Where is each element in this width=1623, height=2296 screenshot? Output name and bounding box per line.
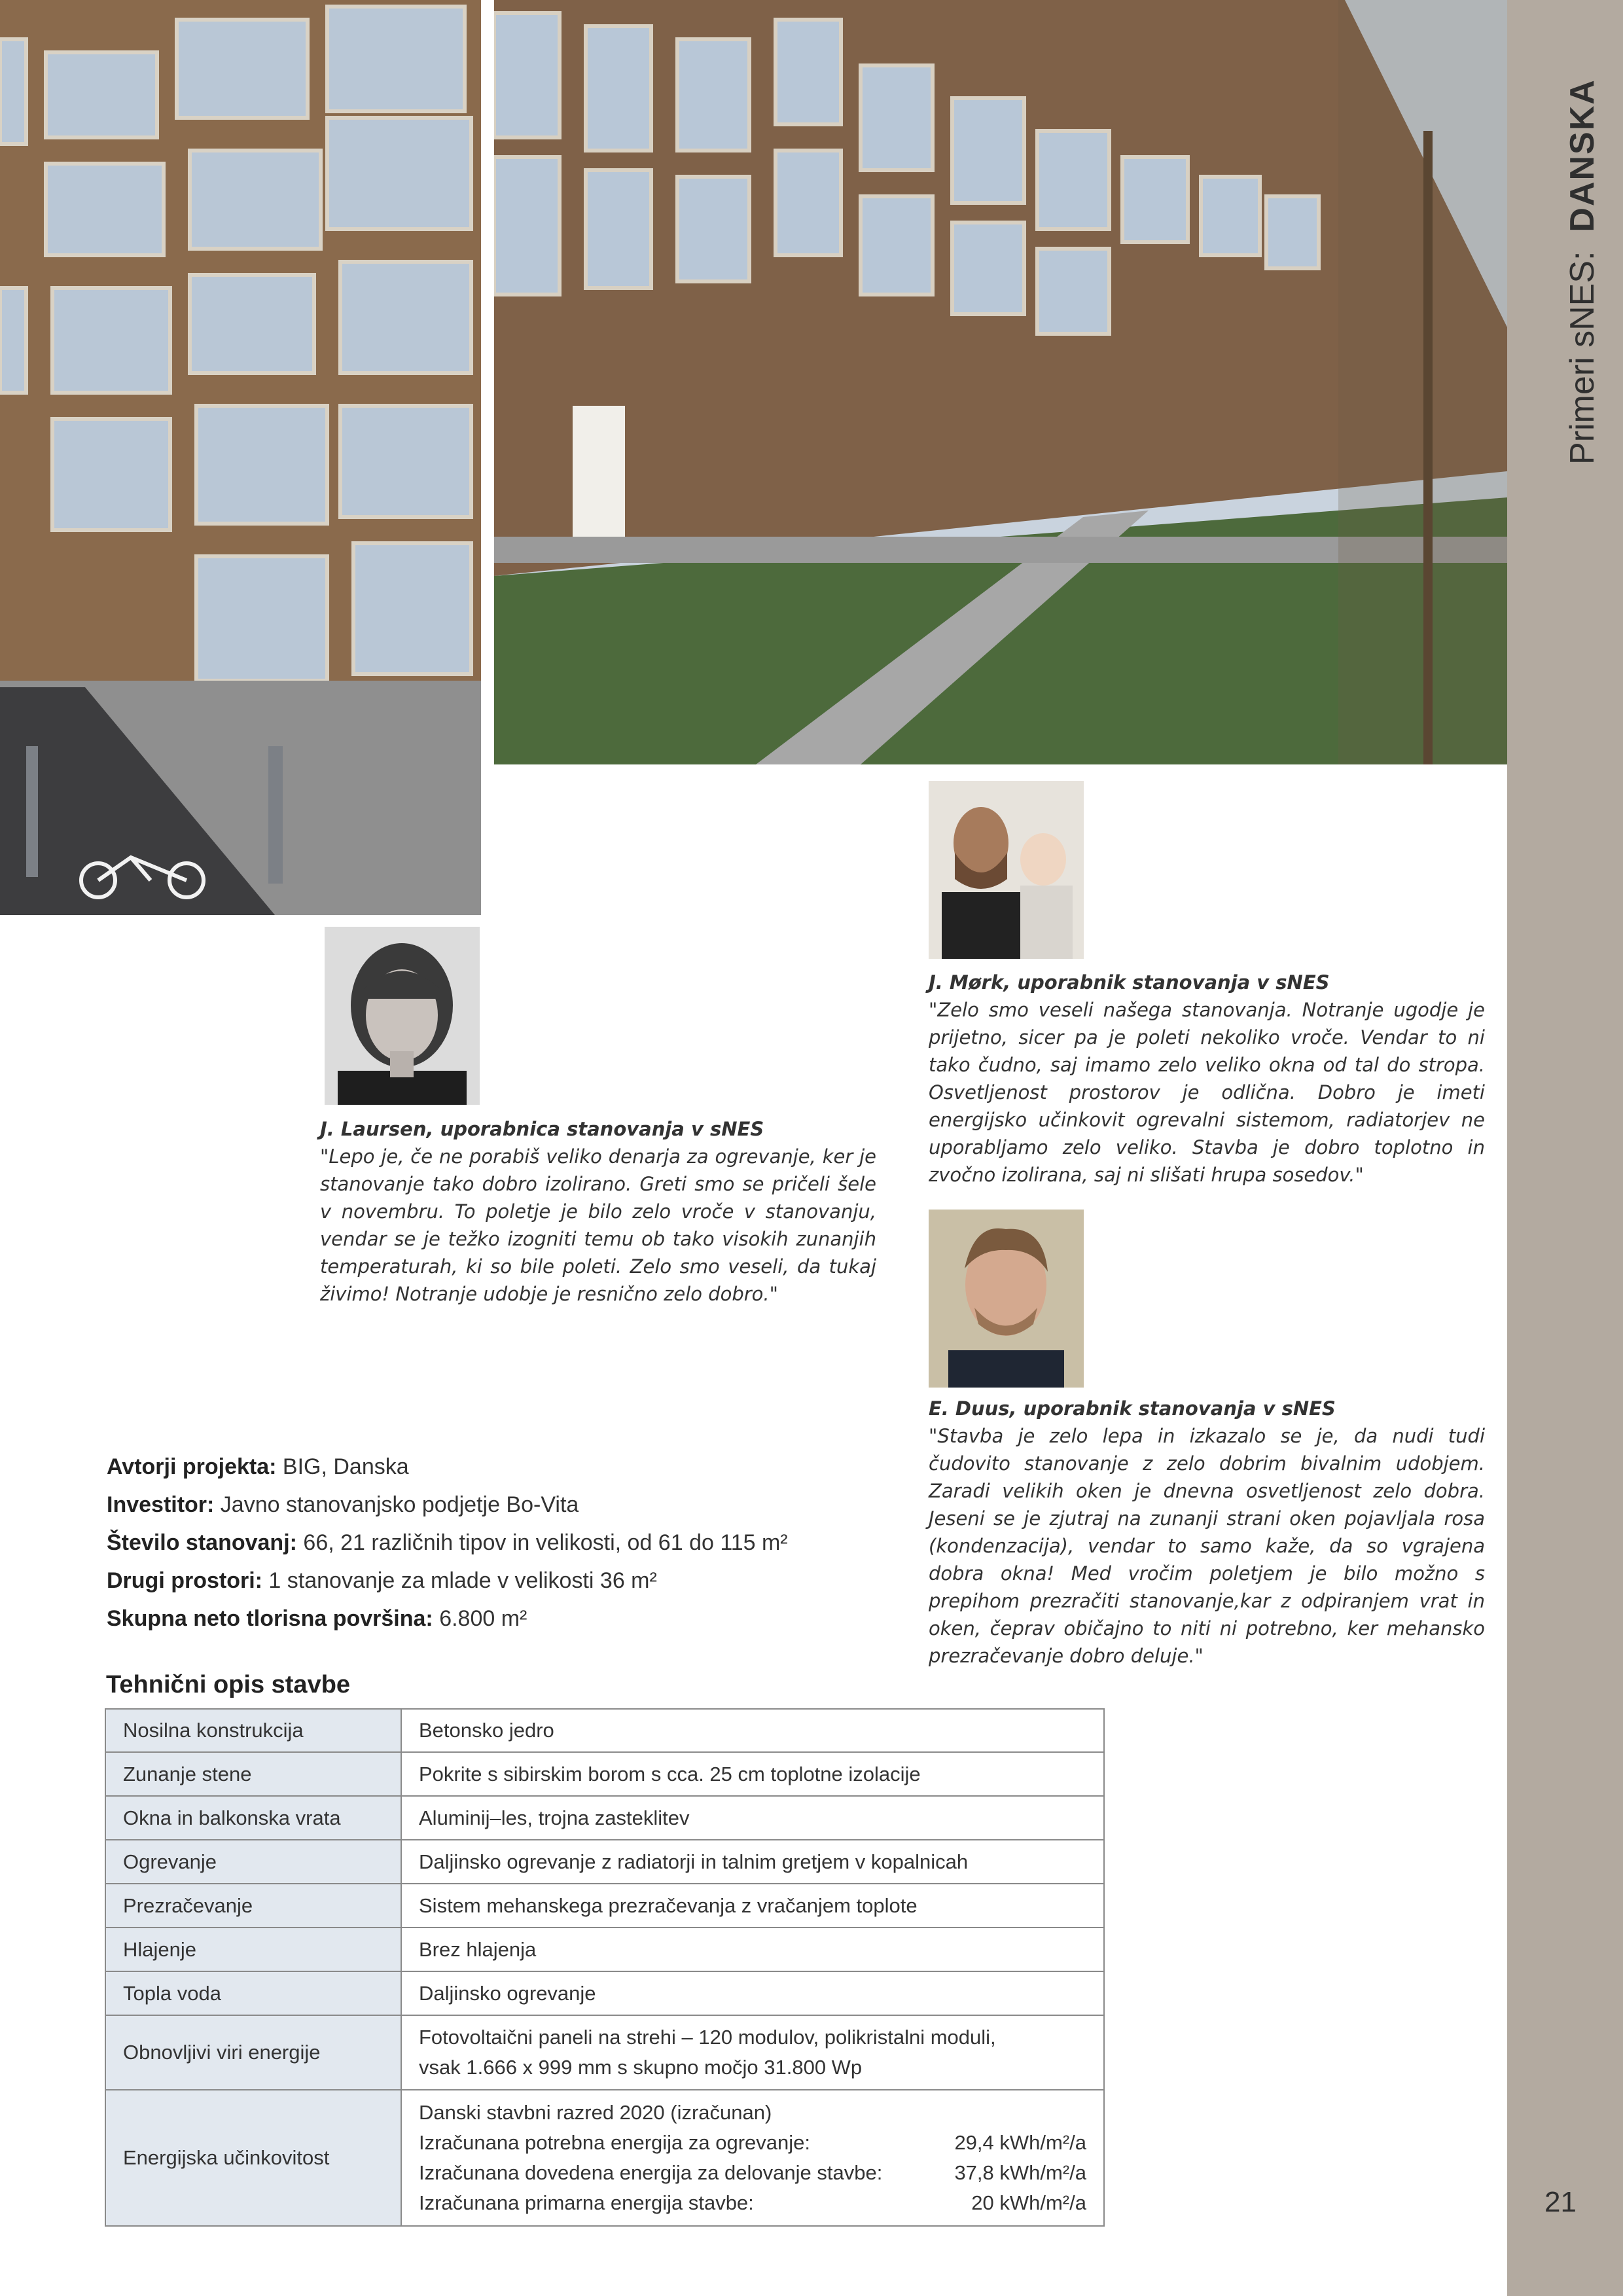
table-row-efficiency: Energijska učinkovitost Danski stavbni razred 2020 (izračunan) Izračunana potrebna energija za ogrevanje: 29,4 kWh/m²/a Izračunana dovedena energija za delovanje stavbe: 37,8 kWh/m²/a Izračunana primarna energija stavbe: 20 kWh/m²/a <box>105 2090 1104 2226</box>
table-row: Nosilna konstrukcija Betonsko jedro <box>105 1709 1104 1752</box>
fact-authors: Avtorji projekta: BIG, Danska <box>107 1454 409 1479</box>
section-title <box>1517 72 1609 465</box>
quote-mork <box>929 969 1485 1189</box>
portrait-laursen <box>325 927 480 1105</box>
table-row: Ogrevanje Daljinsko ogrevanje z radiatorji in talnim gretjem v kopalnicah <box>105 1840 1104 1884</box>
quote-author: E. Duus, uporabnik stanovanja v sNES <box>929 1397 1336 1420</box>
portrait-mork <box>929 781 1084 959</box>
table-row: Zunanje stene Pokrite s sibirskim borom s cca. 25 cm toplotne izolacije <box>105 1752 1104 1796</box>
portrait-duus <box>929 1210 1084 1388</box>
quote-author: J. Mørk, uporabnik stanovanja v sNES <box>929 971 1330 994</box>
quote-author: J. Laursen, uporabnica stanovanja v sNES <box>320 1118 764 1140</box>
fact-apartments: Število stanovanj: 66, 21 različnih tipov in velikosti, od 61 do 115 m² <box>107 1530 788 1555</box>
table-row: Topla voda Daljinsko ogrevanje <box>105 1971 1104 2015</box>
page-number: 21 <box>1544 2186 1577 2218</box>
fact-investor: Investitor: Javno stanovanjsko podjetje Bo-Vita <box>107 1492 579 1517</box>
building-photo-left <box>0 0 481 915</box>
quote-duus <box>929 1395 1485 1670</box>
table-row: Obnovljivi viri energije Fotovoltaični paneli na strehi – 120 modulov, polikristalni moduli, vsak 1.666 x 999 mm s skupno močjo 31.800 Wp <box>105 2015 1104 2090</box>
technical-table <box>105 1708 1105 2227</box>
building-photo-right <box>494 0 1507 764</box>
table-row: Okna in balkonska vrata Aluminij–les, trojna zasteklitev <box>105 1796 1104 1840</box>
section-label: Primeri sNES: <box>1563 251 1601 465</box>
fact-floor-area: Skupna neto tlorisna površina: 6.800 m² <box>107 1606 527 1631</box>
section-country: DANSKA <box>1563 79 1601 232</box>
quote-text: "Stavba je zelo lepa in izkazalo se je, da nudi tudi čudovito stanovanje z zelo dobrim bivalnim udobjem. Zaradi velikih oken je dnevna osvetljenost zelo dobra. Jeseni se je zjutraj na zunanji strani oken pojavljala rosa (kondenzacija), vendar to samo kaže, da so vgrajena dobra okna! Med vročim poletjem je bilo možno s prepihom prezračiti stanovanje,kar z odpiranjem vrat in oken, čeprav običajno to niti ni potrebno, ker mehansko prezračevanje dobro deluje." <box>929 1425 1485 1667</box>
fact-other-spaces: Drugi prostori: 1 stanovanje za mlade v velikosti 36 m² <box>107 1568 657 1593</box>
table-title: Tehnični opis stavbe <box>106 1671 351 1698</box>
table-row: Hlajenje Brez hlajenja <box>105 1928 1104 1971</box>
quote-laursen <box>320 1115 876 1308</box>
quote-text: "Zelo smo veseli našega stanovanja. Notranje ugodje je prijetno, sicer pa je poleti nekoliko vroče. Vendar to ni tako čudno, saj imamo zelo veliko okna od tal do stropa. Osvetljenost prostorov je odlična. Dobro je imeti energijsko učinkovit ogrevalni sistemom, radiatorjev ne uporabljamo zelo veliko. Stavba je dobro toplotno in zvočno izolirana, saj ni slišati hrupa sosedov." <box>929 999 1485 1186</box>
table-row: Prezračevanje Sistem mehanskega prezračevanja z vračanjem toplote <box>105 1884 1104 1928</box>
project-facts <box>107 1448 912 1638</box>
quote-text: "Lepo je, če ne porabiš veliko denarja za ogrevanje, ker je stanovanje tako dobro izolirano. Greti smo se pričeli šele v novembru. To poletje je bilo zelo vroče v stanovanju, vendar se je težko izogniti temu ob tako visokih zunanjih temperaturah, ki so bile poleti. Zelo smo veseli, da tukaj živimo! Notranje udobje je resnično zelo dobro." <box>320 1145 876 1305</box>
